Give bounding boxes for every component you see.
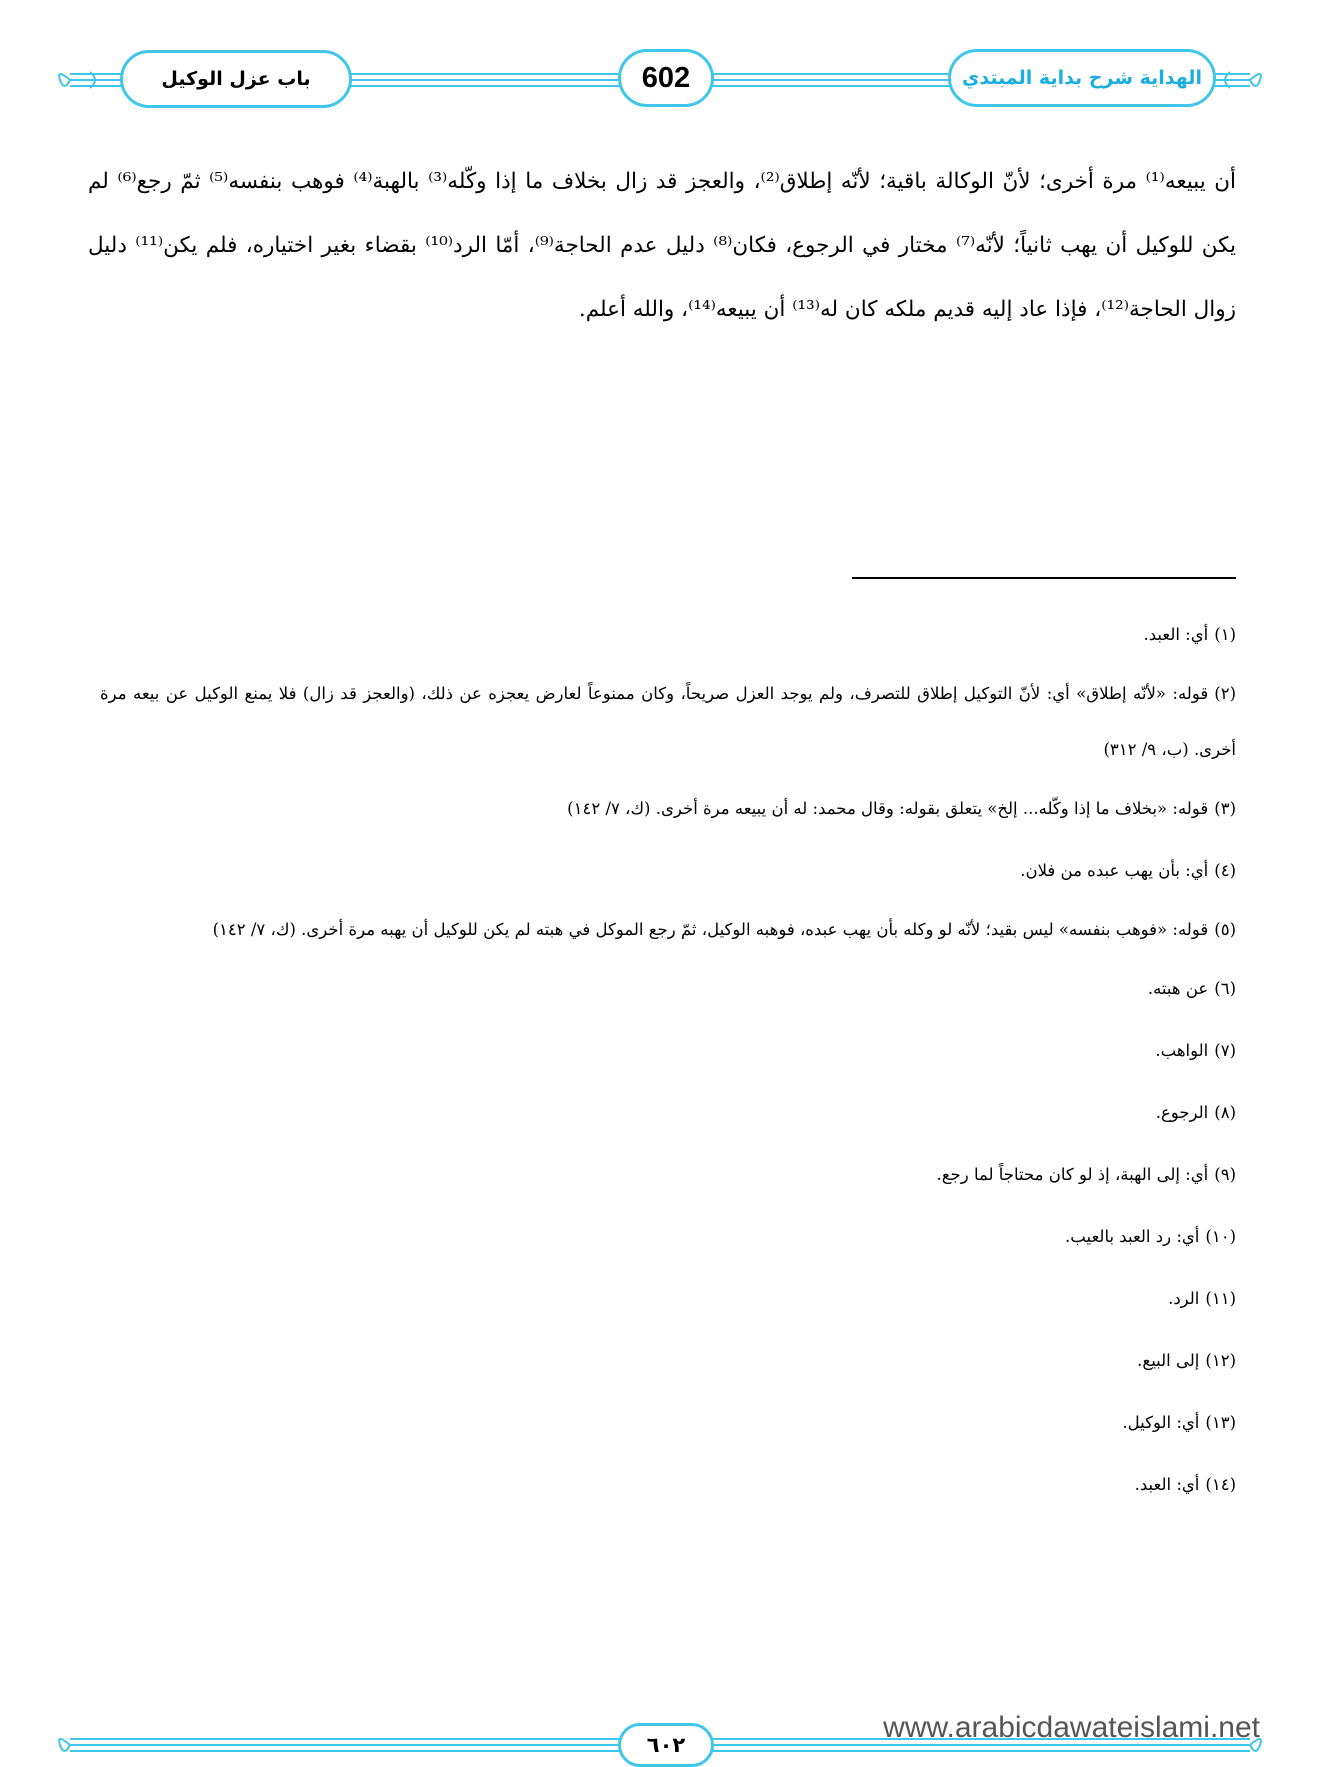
footnote-number: (٦) [1214,979,1236,998]
footnotes-list [100,604,1236,1604]
footnote-text: أي: إلى الهبة، إذ لو كان محتاجاً لما رجع. [936,1165,1209,1184]
footnote-number: (٤) [1214,861,1236,880]
footnote-4 [100,840,1236,902]
footnote-number: (٨) [1214,1103,1236,1122]
footnote-number: (٢) [1214,684,1236,703]
footnote-13 [100,1392,1236,1454]
footnote-number: (١٢) [1205,1351,1236,1370]
footnote-text: أي: الوكيل. [1122,1413,1200,1432]
footnote-divider [852,577,1236,579]
footnote-7 [100,1020,1236,1082]
footnote-text: أي: رد العبد بالعيب. [1065,1227,1200,1246]
footnote-11 [100,1268,1236,1330]
footnote-1 [100,604,1236,666]
footnote-10 [100,1206,1236,1268]
footnote-text: أي: العبد. [1134,1475,1200,1494]
footnote-text: إلى البيع. [1137,1351,1200,1370]
footnote-text: الواهب. [1155,1041,1209,1060]
footnote-number: (١) [1214,625,1236,644]
footnote-12 [100,1330,1236,1392]
footnote-number: (١١) [1205,1289,1236,1308]
footnote-text: عن هبته. [1147,979,1209,998]
footnote-14 [100,1454,1236,1516]
footnote-5 [100,902,1236,958]
page-number: 602 [618,49,714,107]
footnote-number: (٧) [1214,1041,1236,1060]
footnote-number: (٣) [1214,799,1236,818]
footnote-number: (١٠) [1205,1227,1236,1246]
footnote-number: (٥) [1214,920,1236,939]
footnote-text: أي: العبد. [1143,625,1209,644]
footnote-number: (٩) [1214,1165,1236,1184]
footer-page-number: ٦٠٢ [618,1723,714,1767]
chapter-title: باب عزل الوكيل [120,50,352,108]
footnote-3 [100,778,1236,840]
footnote-text: قوله: «لأنّه إطلاق» أي: لأنّ التوكيل إطلاق للتصرف، ولم يوجد العزل صريحاً، وكان ممنوعاً لعارض يعجزه عن ذلك، (والعجز قد زال) فلا يمنع الوكيل عن بيعه مرة أخرى. (ب، ٩/ ٣١٢) [100,684,1236,759]
footnote-number: (١٣) [1205,1413,1236,1432]
footnote-text: قوله: «بخلاف ما إذا وكّله... إلخ» يتعلق بقوله: وقال محمد: له أن يبيعه مرة أخرى. (ك، ٧/ ١٤٢) [567,799,1209,818]
footnote-text: قوله: «فوهب بنفسه» ليس بقيد؛ لأنّه لو وكله بأن يهب عبده، فوهبه الوكيل، ثمّ رجع الموكل في هبته لم يكن للوكيل أن يهبه مرة أخرى. (ك، ٧/ ١٤٢) [212,920,1209,939]
footnote-6 [100,958,1236,1020]
footnote-2 [100,666,1236,778]
footnote-text: الرد. [1168,1289,1200,1308]
footnote-number: (١٤) [1205,1475,1236,1494]
footnote-text: الرجوع. [1155,1103,1209,1122]
book-title: الهداية شرح بداية المبتدي [948,49,1216,107]
footnote-9 [100,1144,1236,1206]
footnote-8 [100,1082,1236,1144]
website-watermark: www.arabicdawateislami.net [883,1711,1260,1744]
main-text: أن يبيعه⁽¹⁾ مرة أخرى؛ لأنّ الوكالة باقية؛ لأنّه إطلاق⁽²⁾، والعجز قد زال بخلاف ما إذا وكّله⁽³⁾ بالهبة⁽⁴⁾ فوهب بنفسه⁽⁵⁾ ثمّ رجع⁽⁶⁾ لم يكن للوكيل أن يهب ثانياً؛ لأنّه⁽⁷⁾ مختار في الرجوع، فكان⁽⁸⁾ دليل عدم الحاجة⁽⁹⁾، أمّا الرد⁽¹⁰⁾ بقضاء بغير اختياره، فلم يكن⁽¹¹⁾ دليل زوال الحاجة⁽¹²⁾، فإذا عاد إليه قديم ملكه كان له⁽¹³⁾ أن يبيعه⁽¹⁴⁾، والله أعلم. [88,169,1237,322]
footnote-text: أي: بأن يهب عبده من فلان. [1020,861,1209,880]
